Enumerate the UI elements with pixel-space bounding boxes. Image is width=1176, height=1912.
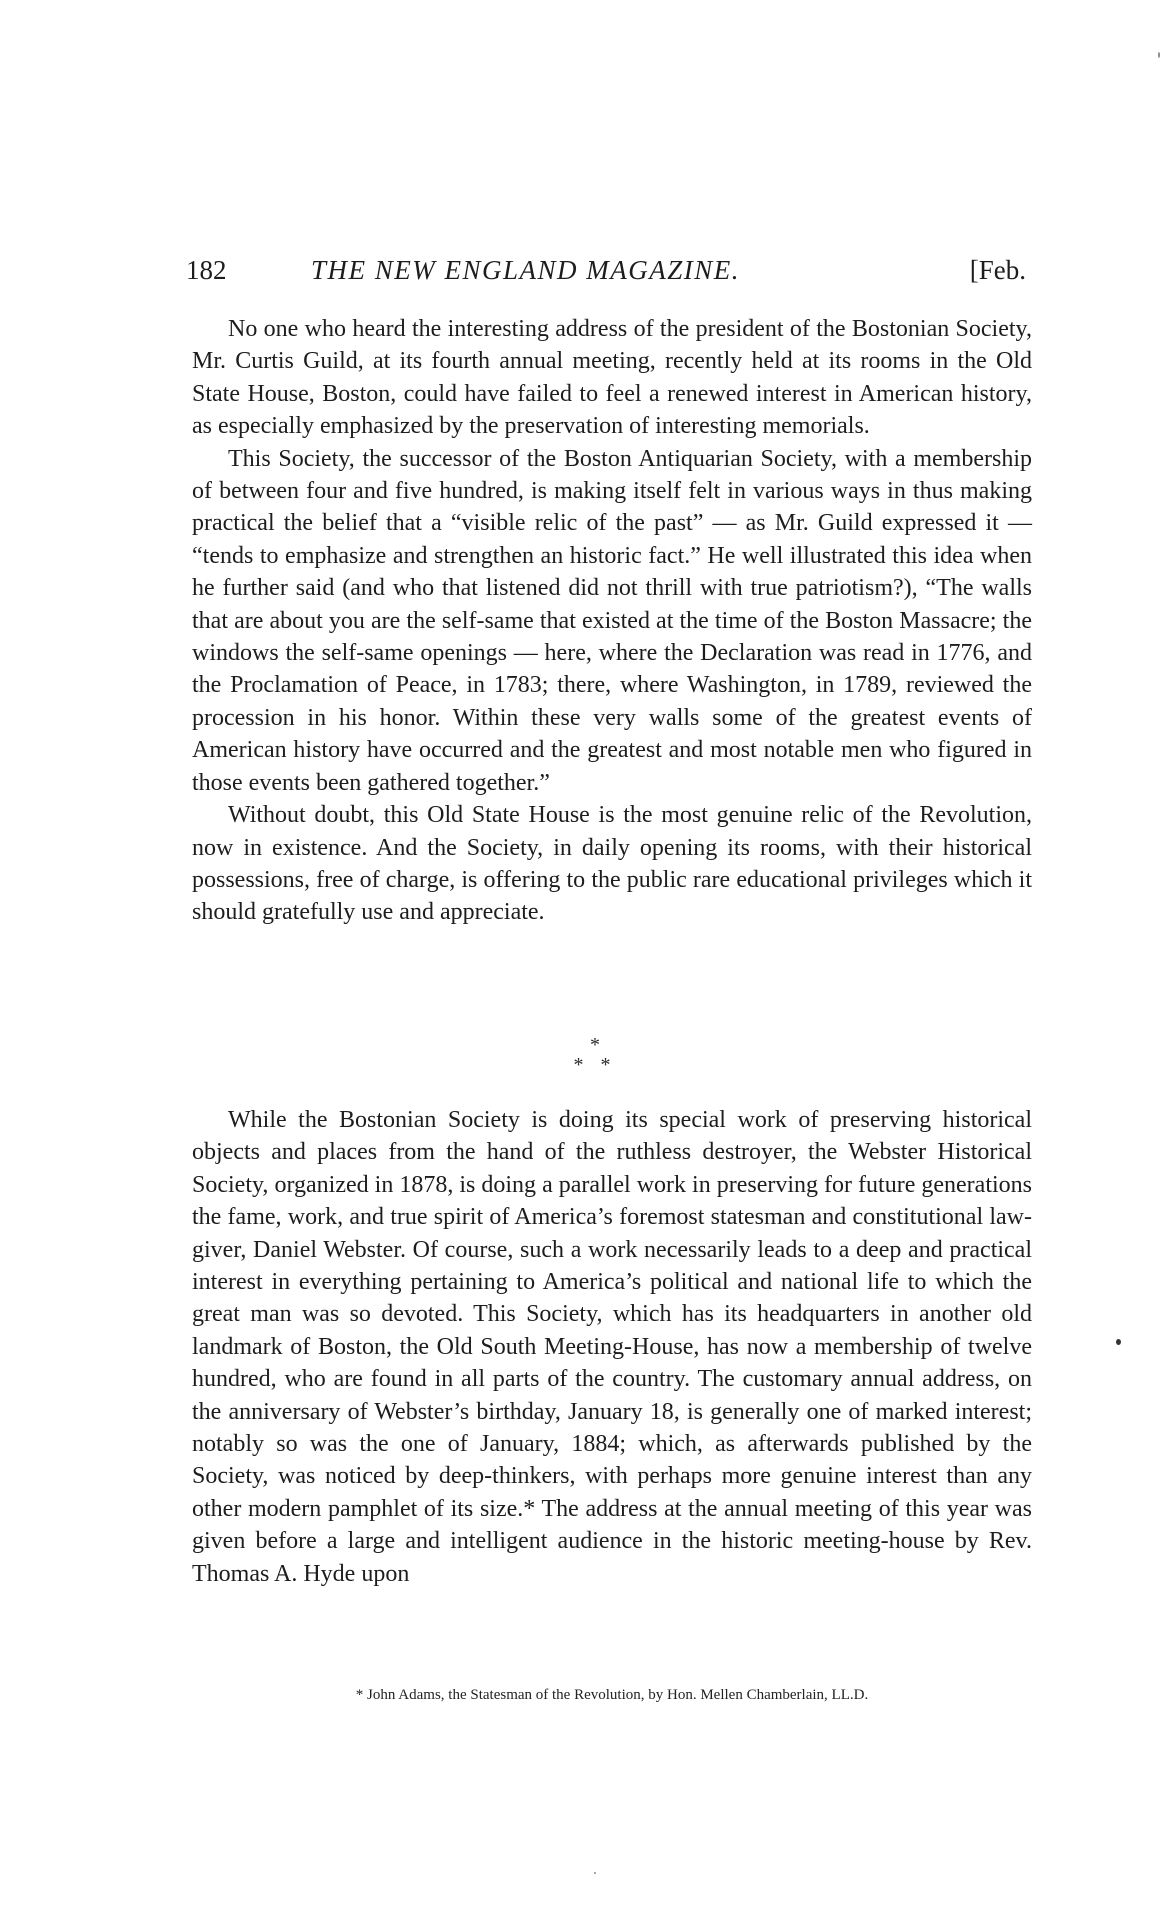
paragraph: Without doubt, this Old State House is the most genuine relic of the Revolution, now in existence. And the Society, in daily opening its rooms, with their historical possessions, free of charge, is offering to the public rare educational privileges which it should gratefully use and appreciate. [192, 802, 1032, 926]
paper-speck [594, 1872, 596, 1874]
asterism-bottom: * * [573, 1054, 617, 1076]
paragraph: This Society, the successor of the Boston Antiquarian Society, with a membership of between four and five hundred, is making itself felt in various ways in thus making practical the belief that a “visible relic of the past” — as Mr. Guild expressed it — “tends to emphasize and strengthen an historic fact.” He well illustrated this idea when he further said (and who that listened did not thrill with true patriotism?), “The walls that are about you are the self-same that existed at the time of the Boston Massacre; the windows the self-same openings — here, where the Declaration was read in 1776, and the Proclamation of Peace, in 1783; there, where Washington, in 1789, reviewed the procession in his honor. Within these very walls some of the greatest events of American history have occurred and the greatest and most notable men who figured in those events been gathered together.” [192, 445, 1032, 796]
page-number: 182 [186, 255, 227, 285]
paragraph: No one who heard the interesting address of the president of the Bostonian Society, Mr. Curtis Guild, at its fourth annual meeting, recently held at its rooms in the Old State House, Boston, could have failed to feel a renewed interest in American history, as especially emphasized by the preservation of interesting memorials. [192, 316, 1032, 440]
editorial-section-webster-society [192, 1104, 1032, 1590]
magazine-title: THE NEW ENGLAND MAGAZINE. [311, 255, 740, 285]
margin-ink-mark [1116, 1339, 1121, 1345]
issue-month: [Feb. [969, 255, 1026, 285]
paragraph: While the Bostonian Society is doing its special work of preserving historical objects and places from the hand of the ruthless destroyer, the Webster Historical Society, organized in 1878, is doing a parallel work in preserving for future generations the fame, work, and true spirit of America’s foremost statesman and constitutional law-giver, Daniel Webster. Of course, such a work necessarily leads to a deep and practical interest in everything pertaining to America’s political and national life to which the great man was so devoted. This Society, which has its headquarters in another old landmark of Boston, the Old South Meeting-House, has now a membership of twelve hundred, who are found in all parts of the country. The customary annual address, on the anniversary of Webster’s birthday, January 18, is generally one of marked interest; notably so was the one of January, 1884; which, as afterwards published by the Society, was noticed by deep-thinkers, with perhaps more genuine interest than any other modern pamphlet of its size.* The address at the annual meeting of this year was given before a large and intelligent audience in the historic meeting-house by Rev. Thomas A. Hyde upon [192, 1107, 1032, 1587]
paper-speck [1158, 52, 1160, 58]
asterism-separator [555, 1035, 635, 1075]
editorial-section-bostonian-society [192, 313, 1032, 929]
running-head [186, 252, 1026, 288]
footnote: * John Adams, the Statesman of the Revolution, by Hon. Mellen Chamberlain, LL.D. [355, 1687, 869, 1703]
asterism-top: * [590, 1034, 600, 1056]
